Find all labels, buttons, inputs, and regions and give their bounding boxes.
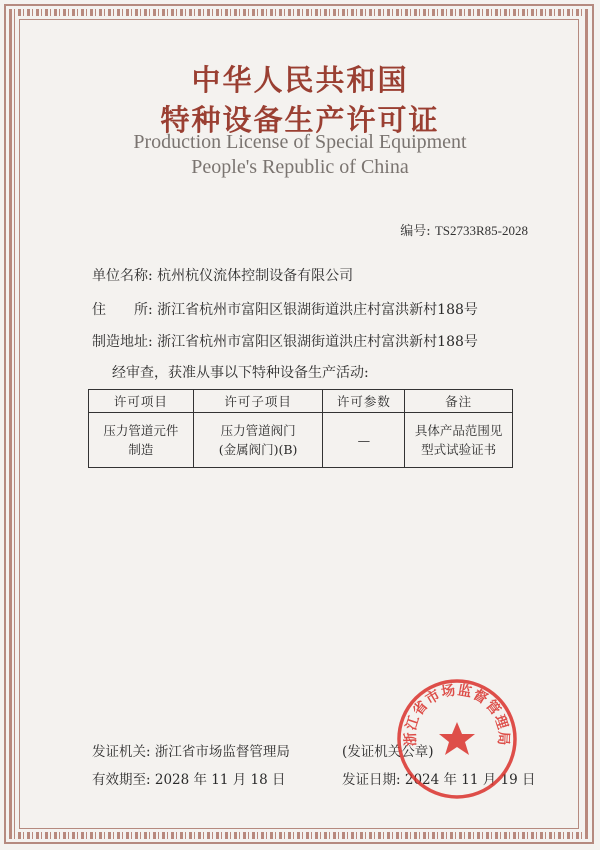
cell-remark bbox=[405, 413, 513, 468]
address-value: 浙江省杭州市富阳区银湖街道洪庄村富洪新村188号 bbox=[157, 302, 478, 318]
official-seal bbox=[394, 676, 520, 802]
seal-note: (发证机关公章) bbox=[342, 744, 434, 760]
title-cn-line2: 特种设备生产许可证 bbox=[160, 103, 440, 137]
cell-permit-item bbox=[89, 413, 194, 468]
certificate-number bbox=[400, 220, 528, 239]
company-name-label: 单位名称: bbox=[92, 268, 153, 284]
intro-text: 经审查，获准从事以下特种设备生产活动: bbox=[112, 365, 369, 381]
title-en-line2: People's Republic of China bbox=[191, 156, 409, 178]
issuer-row bbox=[92, 740, 290, 760]
cell-permit-params: — bbox=[323, 413, 405, 468]
title-cn-line1: 中华人民共和国 bbox=[191, 63, 409, 97]
validity-row bbox=[92, 768, 286, 788]
address-label: 住 所: bbox=[92, 302, 153, 318]
permit-table-header-row bbox=[89, 390, 513, 413]
address-row bbox=[92, 299, 478, 319]
cell-permit-subitem bbox=[193, 413, 323, 468]
header-permit-item: 许可项目 bbox=[89, 390, 194, 413]
company-name-row bbox=[92, 265, 353, 285]
cell-permit-item-line1: 压力管道元件 bbox=[103, 423, 179, 438]
company-name-value: 杭州杭仪流体控制设备有限公司 bbox=[157, 268, 354, 284]
certificate-number-value: TS2733R85-2028 bbox=[434, 223, 528, 238]
factory-address-row bbox=[92, 331, 478, 351]
header-permit-subitem: 许可子项目 bbox=[193, 390, 323, 413]
header-remark: 备注 bbox=[405, 390, 513, 413]
table-row bbox=[89, 413, 513, 468]
certificate-number-label: 编号: bbox=[400, 224, 431, 239]
cell-permit-subitem-line1: 压力管道阀门 bbox=[220, 423, 296, 438]
validity-value: 2028 年 11 月 18 日 bbox=[154, 772, 286, 788]
red-star-icon bbox=[439, 722, 475, 755]
cell-remark-line1: 具体产品范围见 bbox=[414, 423, 503, 438]
issue-date-value: 2024 年 11 月 19 日 bbox=[404, 772, 536, 788]
issuer-label: 发证机关: bbox=[92, 744, 151, 760]
validity-label: 有效期至: bbox=[92, 772, 151, 788]
cell-permit-item-line2: 制造 bbox=[128, 442, 154, 457]
seal-text-path: 浙江省市场监督管理局 bbox=[402, 682, 512, 747]
title-en-line1: Production License of Special Equipment bbox=[133, 131, 467, 153]
cell-remark-line2: 型式试验证书 bbox=[421, 442, 497, 457]
factory-address-value: 浙江省杭州市富阳区银湖街道洪庄村富洪新村188号 bbox=[157, 334, 478, 350]
issuer-value: 浙江省市场监督管理局 bbox=[154, 744, 290, 760]
permit-table bbox=[88, 389, 513, 468]
header-permit-params: 许可参数 bbox=[323, 390, 405, 413]
issue-date-label: 发证日期: bbox=[342, 772, 401, 788]
factory-address-label: 制造地址: bbox=[92, 334, 153, 350]
cell-permit-subitem-line2: (金属阀门)(B) bbox=[218, 442, 298, 457]
